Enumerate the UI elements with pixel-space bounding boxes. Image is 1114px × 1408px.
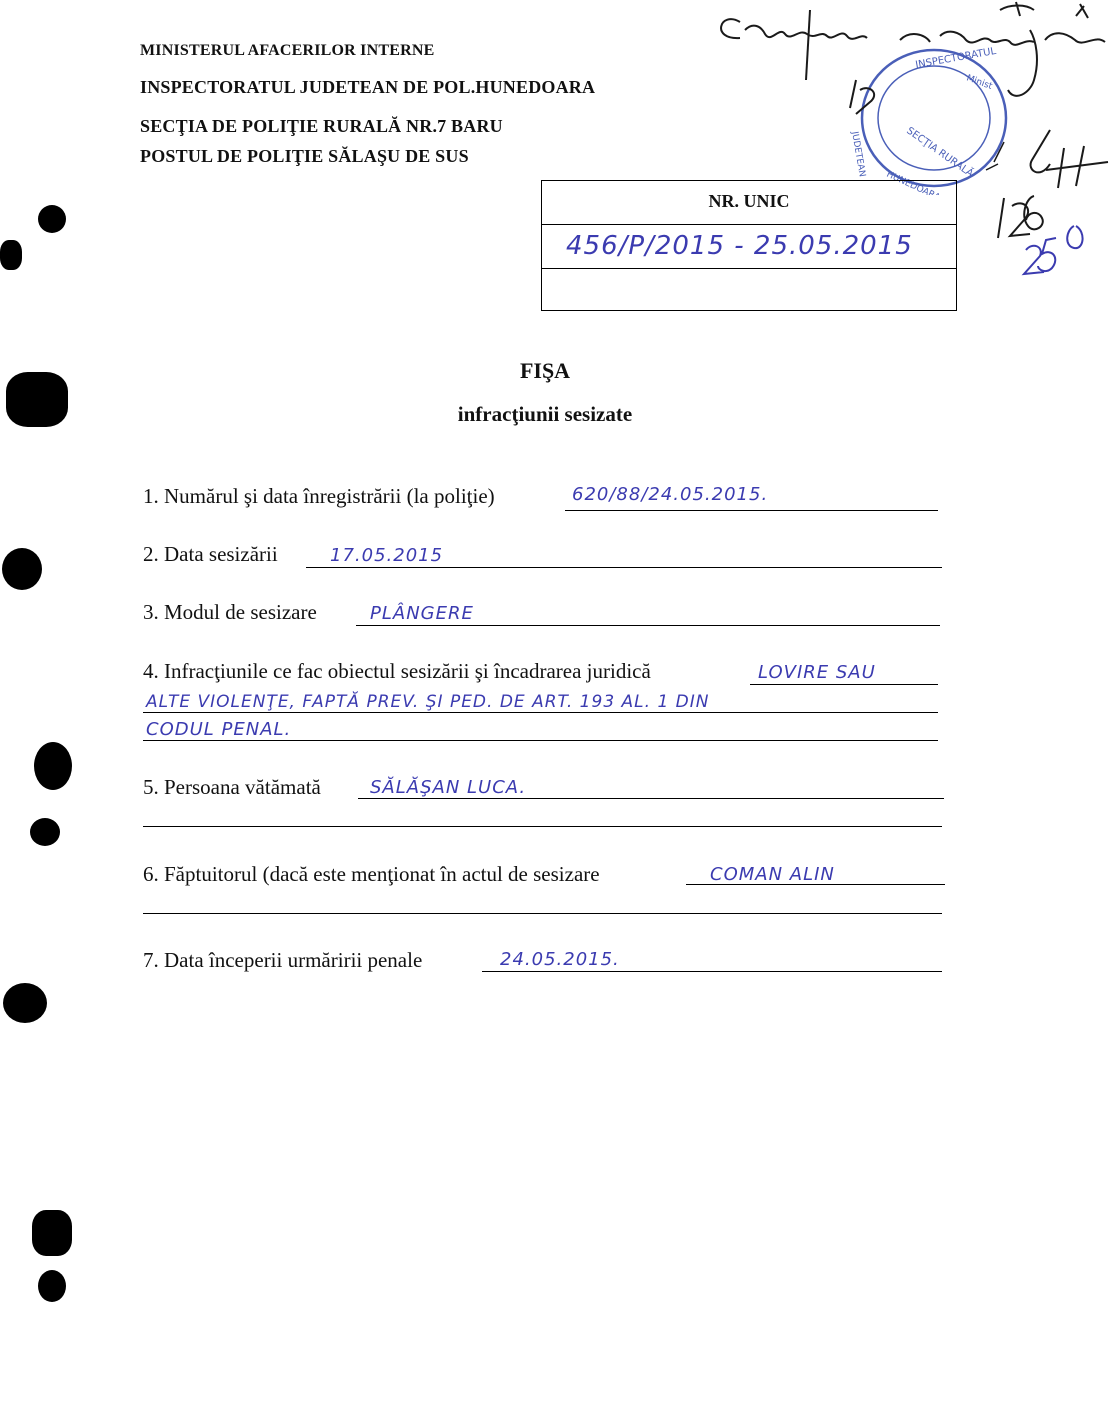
punch-hole [32,1210,72,1256]
field-3-label: 3. Modul de sesizare [143,600,317,624]
document-subtitle: infracţiunii sesizate [457,402,633,426]
field-2-value: 17.05.2015 [330,545,444,566]
field-4-value-1: LOVIRE SAU [758,662,876,683]
header-section: SECŢIA DE POLIŢIE RURALĂ NR.7 BARU [140,116,503,136]
field-1-line [565,510,938,511]
svg-text:INSPECTORATUL: INSPECTORATUL [914,45,997,71]
official-stamp [846,40,1016,195]
field-1-value: 620/88/24.05.2015. [572,484,769,505]
stamp-center-text: SECŢIA RURALĂ [904,125,976,180]
punch-hole [3,983,47,1023]
header-ministry: MINISTERUL AFACERILOR INTERNE [140,42,435,59]
punch-hole [0,240,22,270]
field-4-value-3: CODUL PENAL. [146,719,292,740]
punch-hole [38,205,66,233]
header-post: POSTUL DE POLIŢIE SĂLAŞU DE SUS [140,146,469,166]
punch-hole [30,818,60,846]
field-6-label: 6. Făptuitorul (dacă este menţionat în actul de sesizare [143,862,600,886]
field-2-label: 2. Data sesizării [143,542,278,566]
field-4-line-2 [143,712,938,713]
document-title: FIŞA [519,358,571,383]
field-7-line [482,971,942,972]
field-4-label: 4. Infracţiunile ce fac obiectul sesizării şi încadrarea juridică [143,659,651,683]
field-6-value: COMAN ALIN [710,864,835,885]
unique-number-box [541,180,957,311]
field-7-label: 7. Data începerii urmăririi penale [143,948,423,972]
header-inspectorate: INSPECTORATUL JUDETEAN DE POL.HUNEDOARA [140,77,596,97]
unique-number-value-row [542,225,956,269]
field-7-value: 24.05.2015. [500,949,620,970]
punch-hole [38,1270,66,1302]
field-5-line-1 [358,798,944,799]
field-1-label: 1. Numărul şi data înregistrării (la poliţie) [143,484,495,508]
punch-hole [2,548,42,590]
svg-text:HUNEDOARA: HUNEDOARA [884,169,942,195]
field-3-value: PLÂNGERE [370,603,474,624]
unique-number-empty-row [542,269,956,311]
svg-text:Minist: Minist [964,73,994,92]
unique-number-value: 456/P/2015 - 25.05.2015 [566,231,913,261]
field-4-line-3 [143,740,938,741]
field-5-line-2 [143,826,942,827]
field-4-value-2: ALTE VIOLENŢE, FAPTĂ PREV. ŞI PED. DE ART. 193 AL. 1 DIN [146,692,710,712]
field-6-line-2 [143,913,942,914]
unique-number-label: NR. UNIC [542,181,956,225]
svg-text:JUDETEAN: JUDETEAN [849,130,867,178]
field-2-line [306,567,942,568]
punch-hole [34,742,72,790]
field-4-line-1 [750,684,938,685]
field-5-label: 5. Persoana vătămată [143,775,321,799]
field-5-value: SĂLĂŞAN LUCA. [370,777,527,798]
field-3-line [356,625,940,626]
